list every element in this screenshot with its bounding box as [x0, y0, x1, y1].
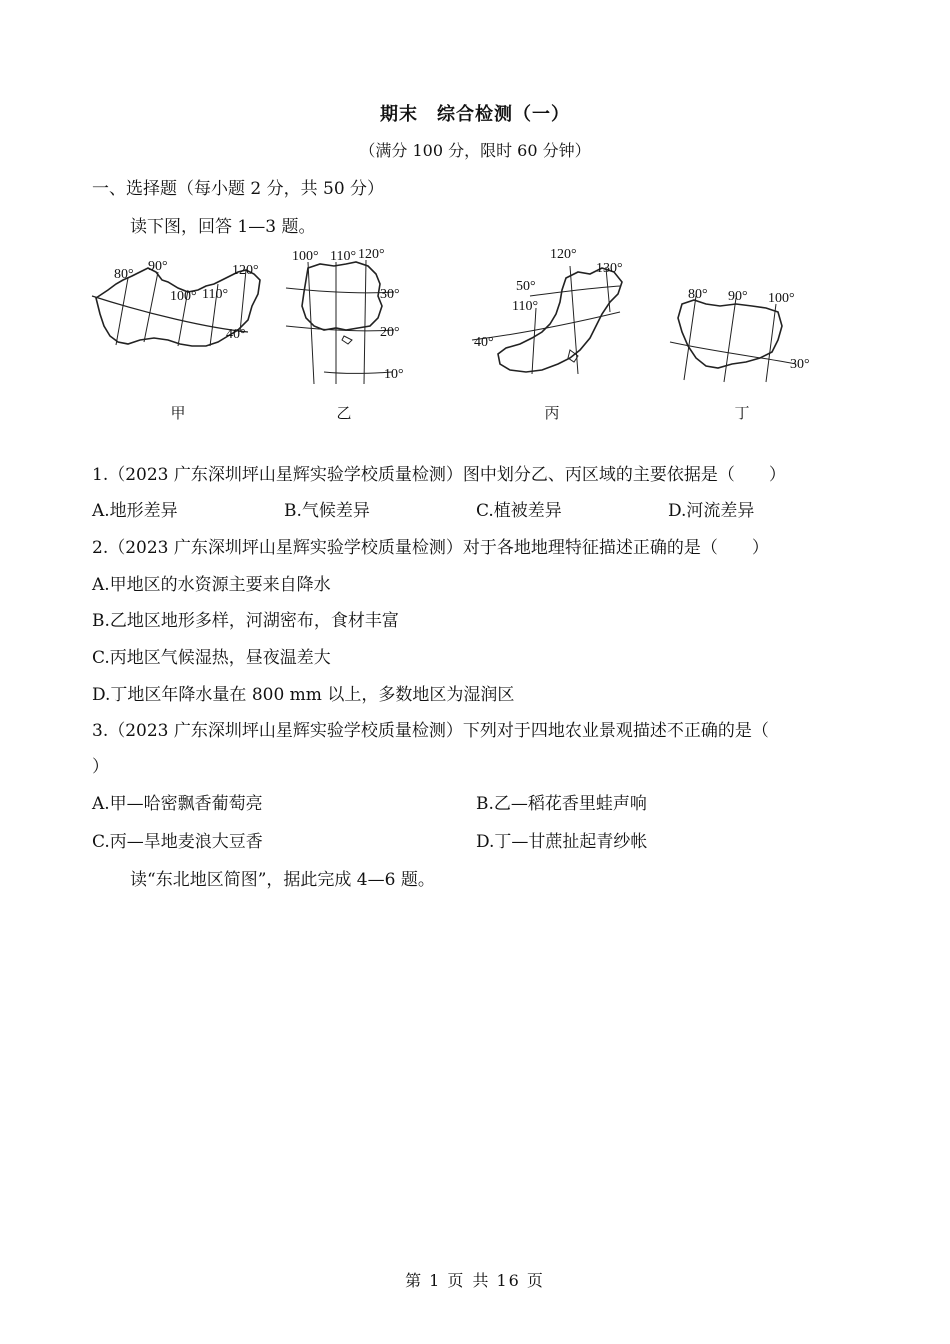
map-jia-label: 甲 — [170, 404, 186, 422]
q1-option-a: A.地形差异 — [92, 501, 178, 521]
page-subtitle: （满分 100 分，限时 60 分钟） — [359, 141, 591, 160]
page-title: 期末 综合检测（一） — [380, 104, 570, 125]
question-3-stem: 3.（2023 广东深圳坪山星辉实验学校质量检测）下列对于四地农业景观描述不正确的是（ — [92, 721, 769, 741]
map-yi — [284, 244, 414, 394]
footer-prefix: 第 — [405, 1271, 424, 1290]
footer-mid: 页 共 — [447, 1271, 491, 1290]
map-bing-label: 丙 — [544, 404, 560, 422]
intro-text-2: 读“东北地区简图”，据此完成 4—6 题。 — [130, 870, 435, 890]
map-jia — [88, 250, 273, 360]
q3-option-d: D.丁—甘蔗扯起青纱帐 — [476, 832, 648, 852]
map-yi-deg-20: 20° — [380, 325, 400, 340]
map-bing-deg-50: 50° — [516, 279, 536, 294]
q2-option-b: B.乙地区地形多样，河湖密布，食材丰富 — [92, 611, 399, 631]
map-ding-deg-100: 100° — [768, 291, 795, 306]
question-3-stem-end: ） — [92, 757, 109, 777]
map-jia-deg-80: 80° — [114, 267, 134, 282]
q3-option-b: B.乙—稻花香里蛙声响 — [476, 794, 647, 814]
footer-suffix: 页 — [526, 1271, 545, 1290]
map-bing-deg-40: 40° — [474, 335, 494, 350]
map-ding — [666, 282, 826, 392]
q1-option-d: D.河流差异 — [668, 501, 755, 521]
q1-option-c: C.植被差异 — [476, 501, 562, 521]
map-ding-deg-80: 80° — [688, 287, 708, 302]
map-ding-label: 丁 — [734, 404, 750, 422]
map-jia-deg-120: 120° — [232, 263, 259, 278]
map-jia-deg-40: 40° — [226, 327, 246, 342]
map-bing-deg-130: 130° — [596, 261, 623, 276]
map-jia-deg-110: 110° — [202, 287, 229, 302]
map-jia-deg-100: 100° — [170, 289, 197, 304]
map-yi-deg-120: 120° — [358, 247, 385, 262]
section-heading: 一、选择题（每小题 2 分，共 50 分） — [92, 179, 385, 199]
map-ding-deg-30: 30° — [790, 357, 810, 372]
map-ding-deg-90: 90° — [728, 289, 748, 304]
q2-option-a: A.甲地区的水资源主要来自降水 — [92, 575, 331, 595]
map-bing-deg-110: 110° — [512, 299, 539, 314]
q2-option-d: D.丁地区年降水量在 800 mm 以上，多数地区为湿润区 — [92, 685, 515, 705]
map-yi-deg-110: 110° — [330, 249, 357, 264]
map-yi-label: 乙 — [336, 404, 352, 422]
map-yi-deg-10: 10° — [384, 367, 404, 382]
page-footer — [0, 1268, 950, 1291]
question-1-stem: 1.（2023 广东深圳坪山星辉实验学校质量检测）图中划分乙、丙区域的主要依据是（ ） — [92, 465, 786, 485]
question-2-stem: 2.（2023 广东深圳坪山星辉实验学校质量检测）对于各地地理特征描述正确的是（ ） — [92, 538, 769, 558]
q2-option-c: C.丙地区气候湿热，昼夜温差大 — [92, 648, 331, 668]
q1-option-b: B.气候差异 — [284, 501, 370, 521]
page-number: 1 — [429, 1271, 442, 1290]
map-yi-deg-100: 100° — [292, 249, 319, 264]
q3-option-c: C.丙—旱地麦浪大豆香 — [92, 832, 263, 852]
map-yi-deg-30: 30° — [380, 287, 400, 302]
page-total: 16 — [496, 1271, 521, 1290]
intro-text: 读下图，回答 1—3 题。 — [130, 217, 316, 237]
q3-option-a: A.甲—哈密飘香葡萄亮 — [92, 794, 263, 814]
map-bing — [470, 238, 640, 388]
map-bing-deg-120: 120° — [550, 247, 577, 262]
map-jia-deg-90: 90° — [148, 259, 168, 274]
